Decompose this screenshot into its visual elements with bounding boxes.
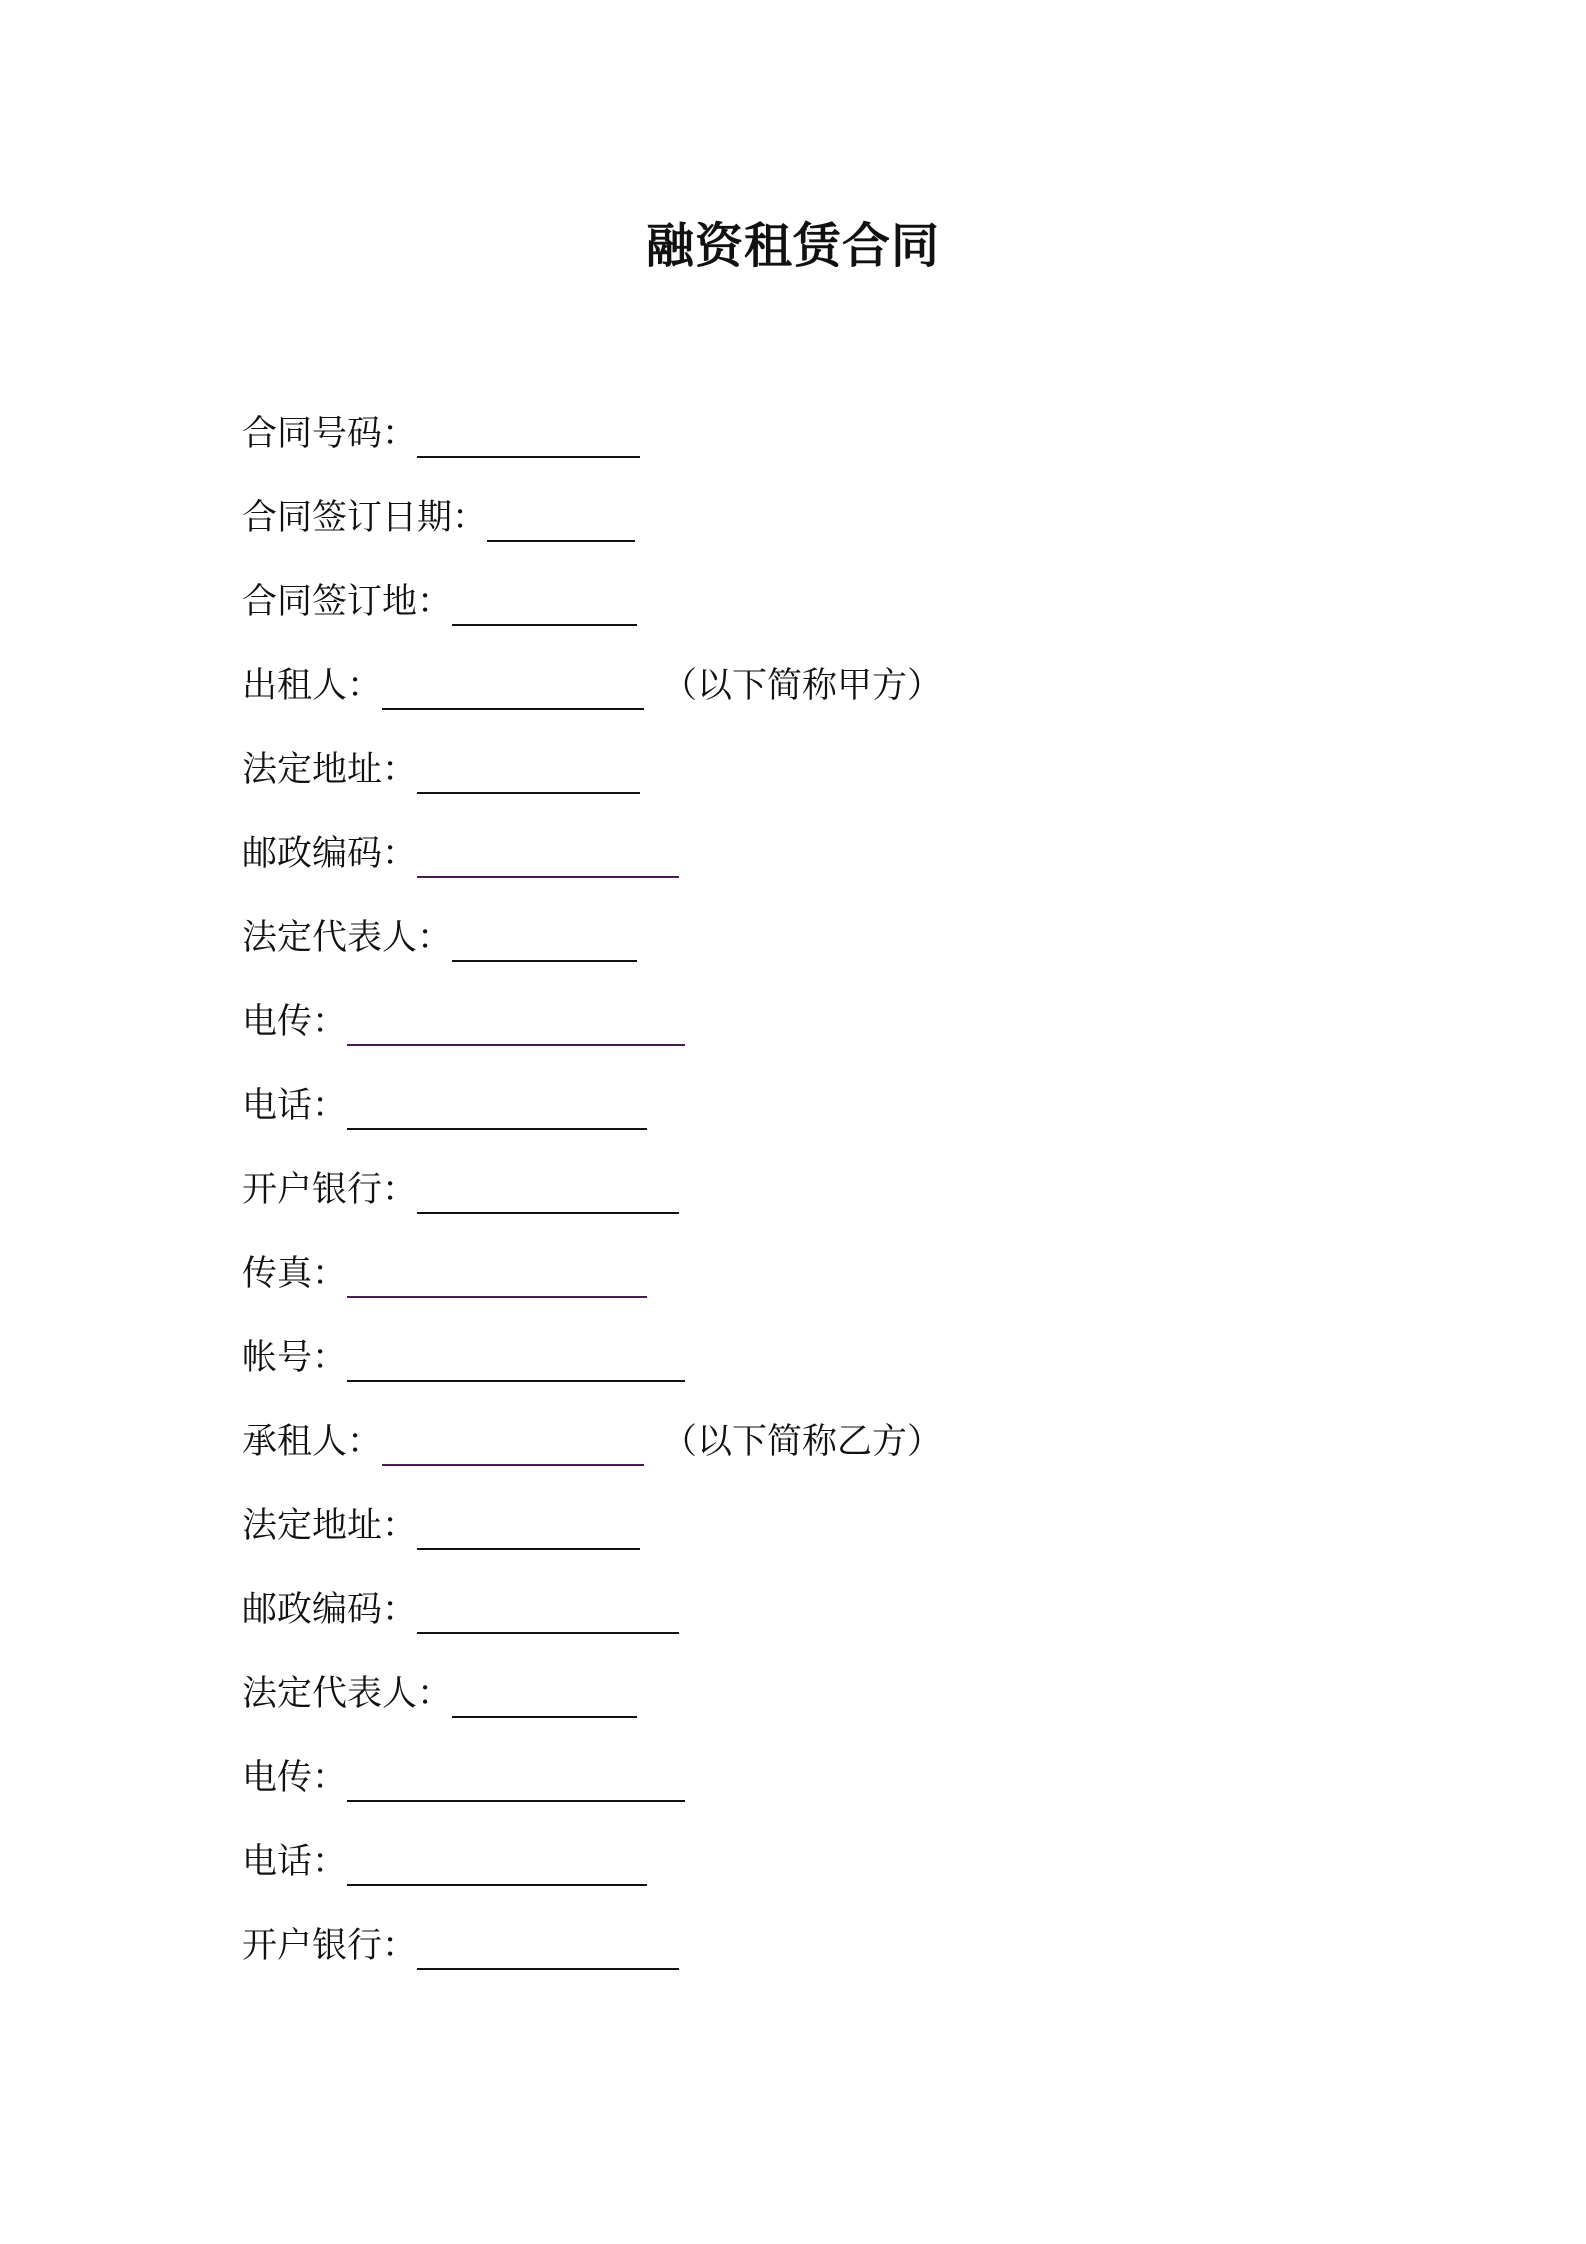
blank-line[interactable]: [452, 578, 637, 626]
blank-line[interactable]: [417, 1502, 640, 1550]
field-label: 合同号码：: [242, 414, 418, 454]
blank-line[interactable]: [347, 1754, 685, 1802]
field-label: 电话：: [242, 1086, 348, 1126]
field-label: 承租人：: [242, 1422, 383, 1462]
blank-line[interactable]: [417, 410, 640, 458]
field-label: 邮政编码：: [242, 1590, 418, 1630]
blank-line[interactable]: [347, 1082, 647, 1130]
field-label: 电传：: [242, 1002, 348, 1042]
field-lessor-account: [242, 1334, 942, 1418]
field-label: 开户银行：: [242, 1926, 418, 1966]
blank-line[interactable]: [347, 1250, 647, 1298]
field-lessee-bank: [242, 1922, 942, 2006]
field-label: 合同签订地：: [242, 582, 453, 622]
field-lessee-representative: [242, 1670, 942, 1754]
field-lessee-telex: [242, 1754, 942, 1838]
field-suffix: （以下简称乙方）: [662, 1422, 943, 1462]
field-lessor-fax: [242, 1250, 942, 1334]
field-contract-number: [242, 410, 942, 494]
field-signing-place: [242, 578, 942, 662]
contract-fields: [242, 410, 942, 2006]
field-label: 邮政编码：: [242, 834, 418, 874]
document-title: 融资租赁合同: [645, 218, 940, 274]
field-label: 法定地址：: [242, 750, 418, 790]
blank-line[interactable]: [382, 1418, 644, 1466]
field-lessor: [242, 662, 942, 746]
blank-line[interactable]: [382, 662, 644, 710]
field-suffix: （以下简称甲方）: [662, 666, 943, 706]
field-lessor-telex: [242, 998, 942, 1082]
blank-line[interactable]: [347, 1838, 647, 1886]
field-label: 法定代表人：: [242, 1674, 453, 1714]
field-label: 法定地址：: [242, 1506, 418, 1546]
blank-line[interactable]: [417, 746, 640, 794]
field-lessor-postcode: [242, 830, 942, 914]
field-label: 电话：: [242, 1842, 348, 1882]
field-lessor-representative: [242, 914, 942, 998]
blank-line[interactable]: [417, 830, 679, 878]
field-label: 传真：: [242, 1254, 348, 1294]
field-lessee-address: [242, 1502, 942, 1586]
blank-line[interactable]: [417, 1922, 679, 1970]
field-label: 电传：: [242, 1758, 348, 1798]
field-lessor-phone: [242, 1082, 942, 1166]
field-label: 合同签订日期：: [242, 498, 488, 538]
blank-line[interactable]: [417, 1166, 679, 1214]
field-label: 帐号：: [242, 1338, 348, 1378]
blank-line[interactable]: [347, 1334, 685, 1382]
field-label: 出租人：: [242, 666, 383, 706]
field-lessee-postcode: [242, 1586, 942, 1670]
blank-line[interactable]: [487, 494, 635, 542]
field-lessee: [242, 1418, 942, 1502]
blank-line[interactable]: [417, 1586, 679, 1634]
blank-line[interactable]: [347, 998, 685, 1046]
blank-line[interactable]: [452, 914, 637, 962]
blank-line[interactable]: [452, 1670, 637, 1718]
field-lessor-address: [242, 746, 942, 830]
field-lessor-bank: [242, 1166, 942, 1250]
field-lessee-phone: [242, 1838, 942, 1922]
field-label: 开户银行：: [242, 1170, 418, 1210]
field-label: 法定代表人：: [242, 918, 453, 958]
field-signing-date: [242, 494, 942, 578]
